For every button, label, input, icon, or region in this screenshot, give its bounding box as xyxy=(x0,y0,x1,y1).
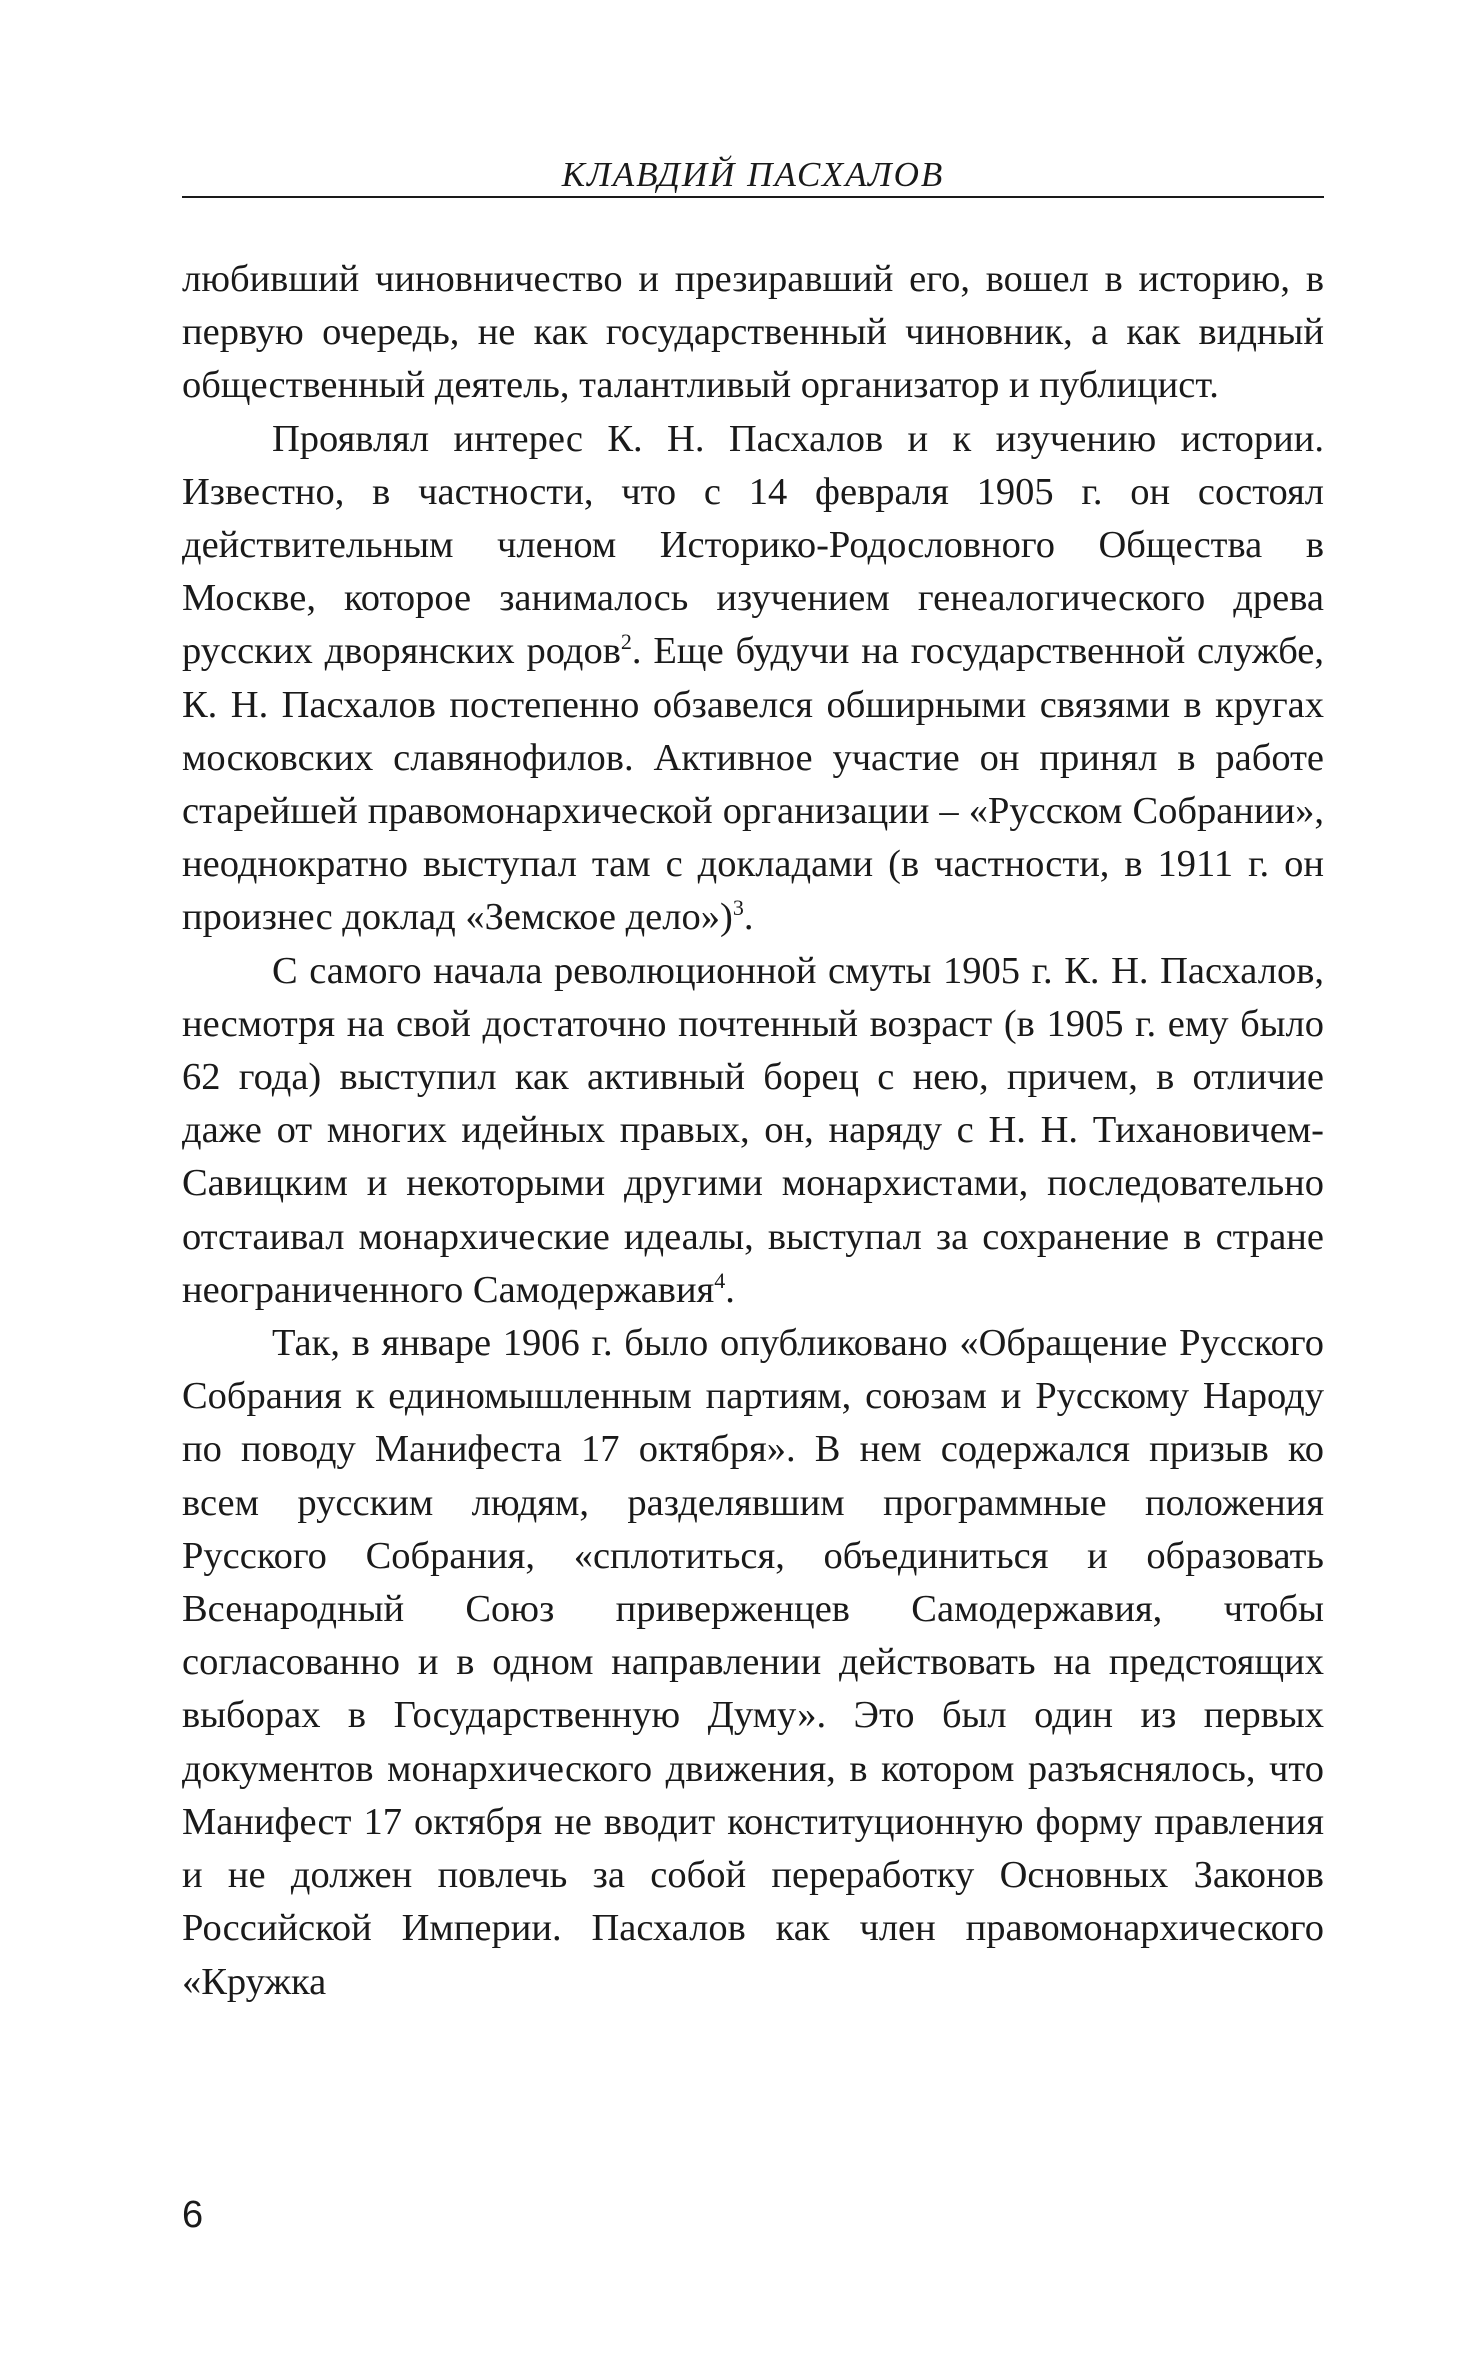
paragraph-continued xyxy=(182,253,1324,413)
page-number: 6 xyxy=(182,2194,204,2236)
paragraph-text: Проявлял интерес К. Н. Пасхалов и к изучению истории. Известно, в частности, что с 14 февраля 1905 г. он состоял действительным членом Историко-Родословного Общества в Москве, которое занималось изучением генеалогического древа русских дворянских родов xyxy=(182,417,1324,673)
paragraph xyxy=(182,945,1324,1317)
paragraph-text: С самого начала революционной смуты 1905 г. К. Н. Пасхалов, несмотря на свой достаточно почтенный возраст (в 1905 г. ему было 62 года) выступил как активный борец с нею, причем, в отличие даже от многих идейных правых, он, наряду с Н. Н. Тихановичем-Савицким и некоторыми другими монархистами, последовательно отстаивал монархические идеалы, выступал за сохранение в стране неограниченного Самодержавия xyxy=(182,949,1324,1311)
footnote-marker: 2 xyxy=(620,629,632,655)
body-text xyxy=(182,253,1324,2009)
paragraph-text: Так, в январе 1906 г. было опубликовано «Обращение Русского Собрания к единомышленным партиям, союзам и Русскому Народу по поводу Манифеста 17 октября». В нем содержался призыв ко всем русским людям, разделявшим программные положения Русского Собрания, «сплотиться, объединиться и образовать Всенародный Союз приверженцев Самодержавия, чтобы согласованно и в одном направлении действовать на предстоящих выборах в Государственную Думу». Это был один из первых документов монархического движения, в котором разъяснялось, что Манифест 17 октября не вводит конституционную форму правления и не должен повлечь за собой переработку Основных Законов Российской Империи. Пасхалов как член правомонархического «Кружка xyxy=(182,1322,1324,2003)
paragraph xyxy=(182,1317,1324,2009)
paragraph-text: . xyxy=(743,896,754,939)
running-head: КЛАВДИЙ ПАСХАЛОВ xyxy=(561,155,945,194)
paragraph-text: любивший чиновничество и презиравший его, вошел в историю, в первую очередь, не как государственный чиновник, а как видный общественный деятель, талантливый организатор и публицист. xyxy=(182,258,1324,407)
footnote-marker: 4 xyxy=(714,1268,726,1294)
paragraph-text: . xyxy=(725,1268,735,1311)
footnote-marker: 3 xyxy=(732,895,744,921)
paragraph-text: . Еще будучи на государственной службе, К. Н. Пасхалов постепенно обзавелся обширными связями в кругах московских славянофилов. Активное участие он принял в работе старейшей правомонархической организации – «Русском Собрании», неоднократно выступал там с докладами (в частности, в 1911 г. он произнес доклад «Земское дело») xyxy=(182,630,1324,939)
header-rule xyxy=(182,196,1324,198)
paragraph xyxy=(182,413,1324,945)
